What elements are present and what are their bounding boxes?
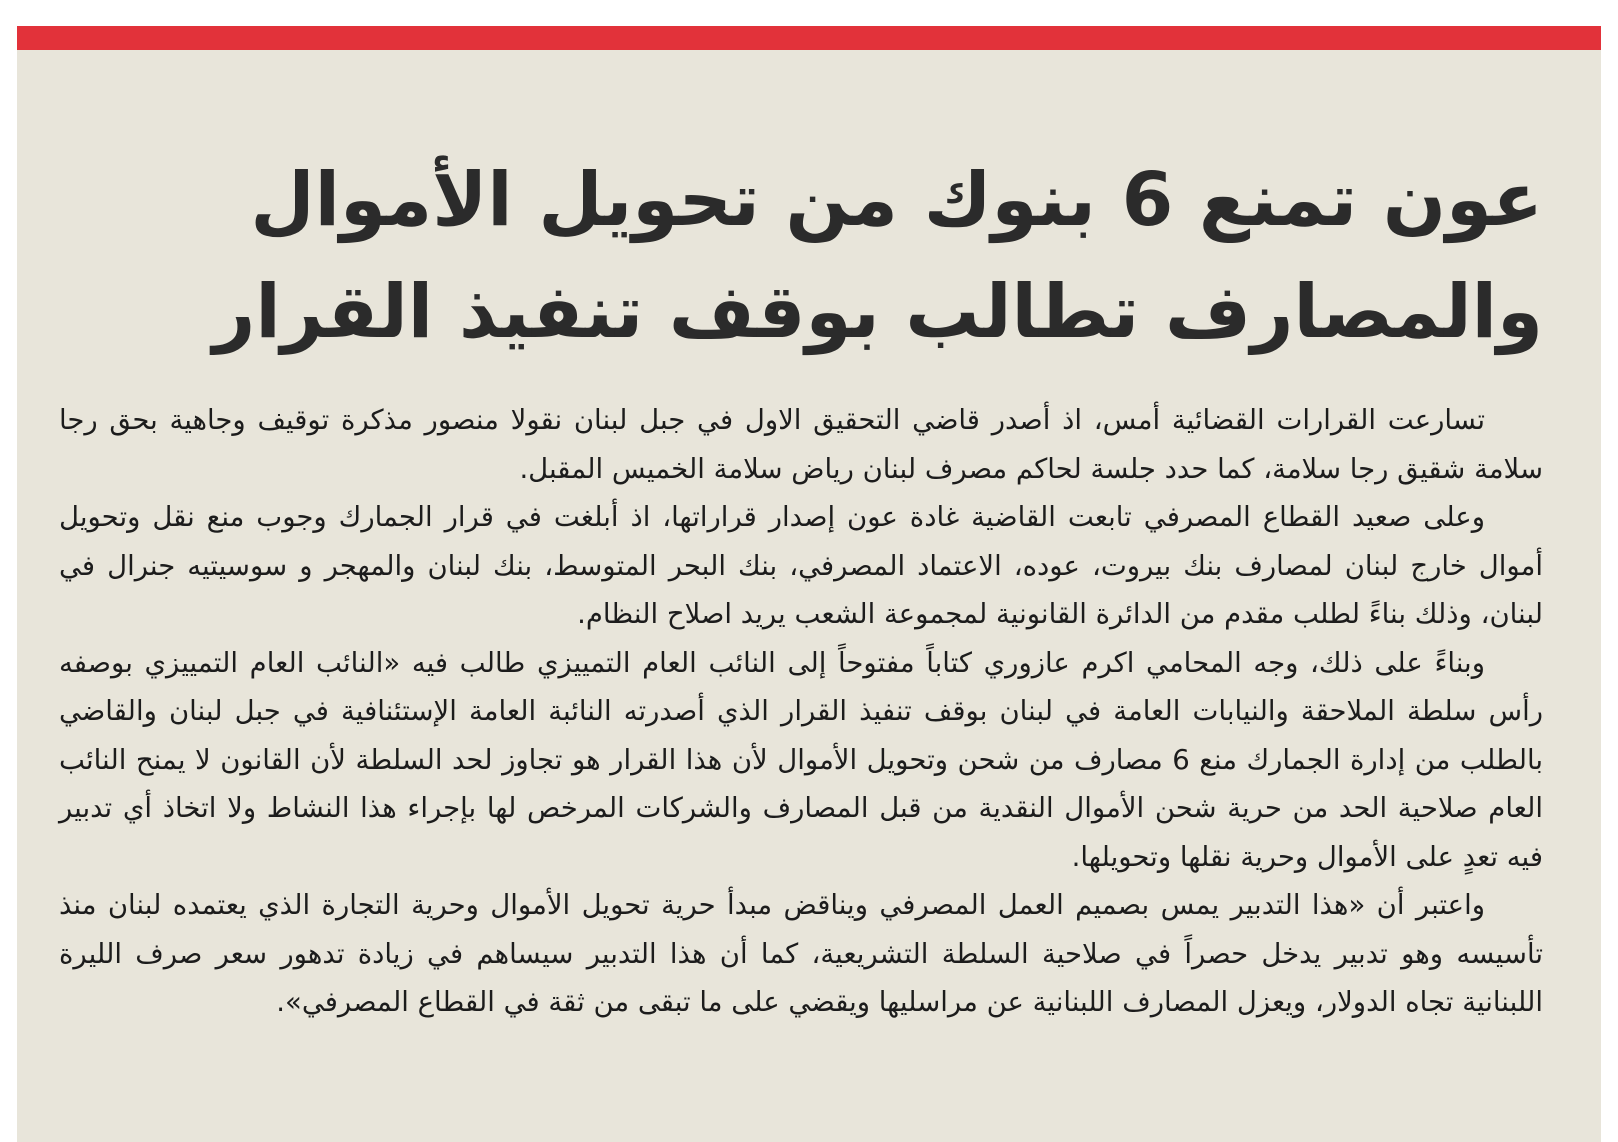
- headline-line-2: والمصارف تطالب بوقف تنفيذ القرار: [212, 269, 1543, 355]
- headline: [163, 144, 1543, 368]
- article-paragraph: واعتبر أن «هذا التدبير يمس بصميم العمل المصرفي ويناقض مبدأ حرية تحويل الأموال وحرية التجارة الذي يعتمده لبنان منذ تأسيسه وهو تدبير يدخل حصراً في صلاحية السلطة التشريعية، كما أن هذا التدبير سيساهم في زيادة تدهور سعر صرف الليرة اللبنانية تجاه الدولار، ويعزل المصارف اللبنانية عن مراسليها ويقضي على ما تبقى من ثقة في القطاع المصرفي».: [59, 889, 1543, 1018]
- article-paragraph: تسارعت القرارات القضائية أمس، اذ أصدر قاضي التحقيق الاول في جبل لبنان نقولا منصور مذكرة توقيف وجاهية بحق رجا سلامة شقيق رجا سلامة، كما حدد جلسة لحاكم مصرف لبنان رياض سلامة الخميس المقبل.: [59, 404, 1543, 485]
- newspaper-clipping: [17, 26, 1601, 1142]
- article-paragraph: وعلى صعيد القطاع المصرفي تابعت القاضية غادة عون إصدار قراراتها، اذ أبلغت في قرار الجمارك وجوب منع نقل وتحويل أموال خارج لبنان لمصارف بنك بيروت، عوده، الاعتماد المصرفي، بنك البحر المتوسط، بنك لبنان والمهجر و سوسيتيه جنرال في لبنان، وذلك بناءً لطلب مقدم من الدائرة القانونية لمجموعة الشعب يريد اصلاح النظام.: [59, 501, 1543, 630]
- article-body: [59, 396, 1543, 1027]
- accent-bar: [17, 26, 1601, 50]
- headline-line-1: عون تمنع 6 بنوك من تحويل الأموال: [250, 157, 1543, 243]
- article-paragraph: وبناءً على ذلك، وجه المحامي اكرم عازوري كتاباً مفتوحاً إلى النائب العام التمييزي طالب فيه «النائب العام التمييزي بوصفه رأس سلطة الملاحقة والنيابات العامة في لبنان بوقف تنفيذ القرار الذي أصدرته النائبة العامة الإستئنافية في جبل لبنان والقاضي بالطلب من إدارة الجمارك منع 6 مصارف من شحن وتحويل الأموال لأن هذا القرار هو تجاوز لحد السلطة لأن القانون لا يمنح النائب العام صلاحية الحد من حرية شحن الأموال النقدية من قبل المصارف والشركات المرخص لها بإجراء هذا النشاط ولا اتخاذ أي تدبير فيه تعدٍ على الأموال وحرية نقلها وتحويلها.: [59, 646, 1544, 873]
